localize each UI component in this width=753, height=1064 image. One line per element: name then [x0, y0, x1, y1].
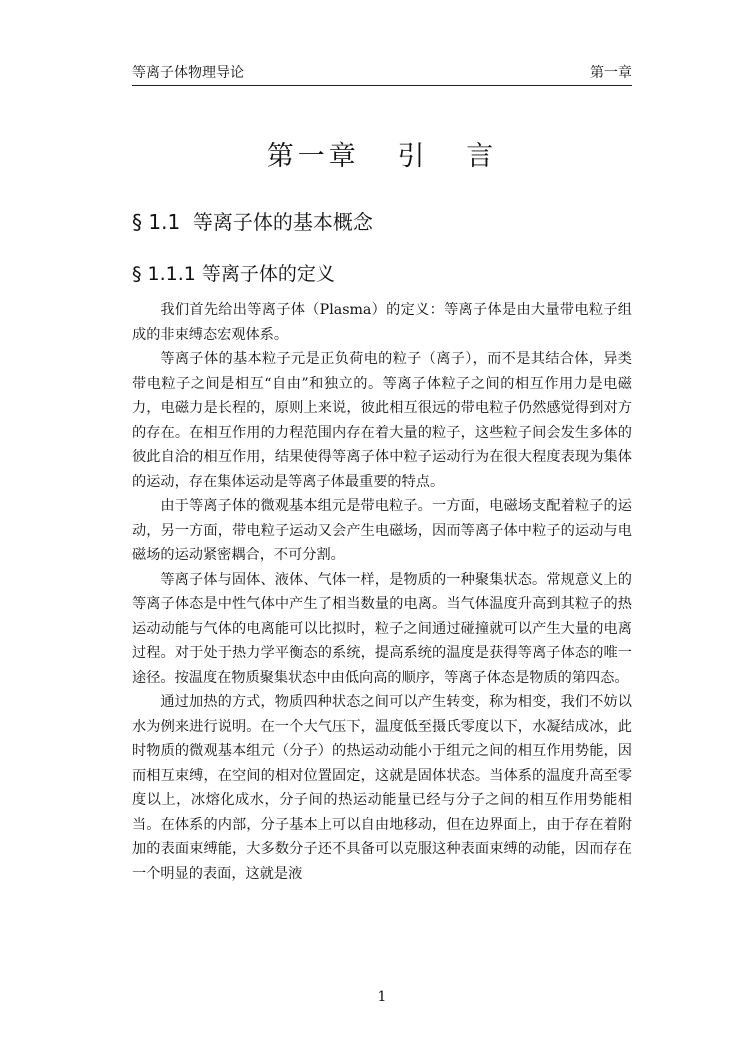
paragraph: 通过加热的方式，物质四种状态之间可以产生转变，称为相变，我们不妨以水为例来进行说明。在一个大气压下，温度低至摄氏零度以下，水凝结成冰，此时物质的微观基本组元（分子）的热运动动能小于组元之间的相互作用势能，因而相互束缚，在空间的相对位置固定，这就是固体状态。当体系的温度升高至零度以上，冰熔化成水，分子间的热运动能量已经与分子之间的相互作用势能相当。在体系的内部，分子基本上可以自由地移动，但在边界面上，由于存在着附加的表面束缚能，大多数分子还不具备可以克服这种表面束缚的动能，因而存在一个明显的表面，这就是液 — [132, 694, 632, 882]
page-header — [132, 63, 632, 86]
subsection-title: § 1.1.1 等离子体的定义 — [132, 263, 335, 285]
paragraph: 等离子体的基本粒子元是正负荷电的粒子（离子），而不是其结合体，异类带电粒子之间是相互“自由”和独立的。等离子体粒子之间的相互作用力是电磁力，电磁力是长程的，原则上来说，彼此相互很远的带电粒子仍然感觉得到对方的存在。在相互作用的力程范围内存在着大量的粒子，这些粒子间会发生多体的彼此自洽的相互作用，结果使得等离子体中粒子运动行为在很大程度表现为集体的运动，存在集体运动是等离子体最重要的特点。 — [132, 351, 632, 490]
paragraph: 由于等离子体的微观基本组元是带电粒子。一方面，电磁场支配着粒子的运动，另一方面，带电粒子运动又会产生电磁场，因而等离子体中粒子的运动与电磁场的运动紧密耦合，不可分割。 — [132, 498, 632, 563]
chapter-title: 第一章 引 言 — [266, 141, 498, 172]
paragraph: 等离子体与固体、液体、气体一样，是物质的一种聚集状态。常规意义上的等离子体态是中性气体中产生了相当数量的电离。当气体温度升高到其粒子的热运动动能与气体的电离能可以比拟时，粒子之间通过碰撞就可以产生大量的电离过程。对于处于热力学平衡态的系统，提高系统的温度是获得等离子体态的唯一途径。按温度在物质聚集状态中由低向高的顺序，等离子体态是物质的第四态。 — [132, 571, 632, 686]
body-text — [132, 298, 632, 886]
book-title: 等离子体物理导论 — [132, 65, 244, 81]
page-number: 1 — [377, 989, 387, 1005]
section-title: § 1.1 等离子体的基本概念 — [132, 210, 373, 234]
header-chapter-label: 第一章 — [590, 65, 632, 81]
paragraph: 我们首先给出等离子体（Plasma）的定义：等离子体是由大量带电粒子组成的非束缚态宏观体系。 — [132, 302, 632, 343]
